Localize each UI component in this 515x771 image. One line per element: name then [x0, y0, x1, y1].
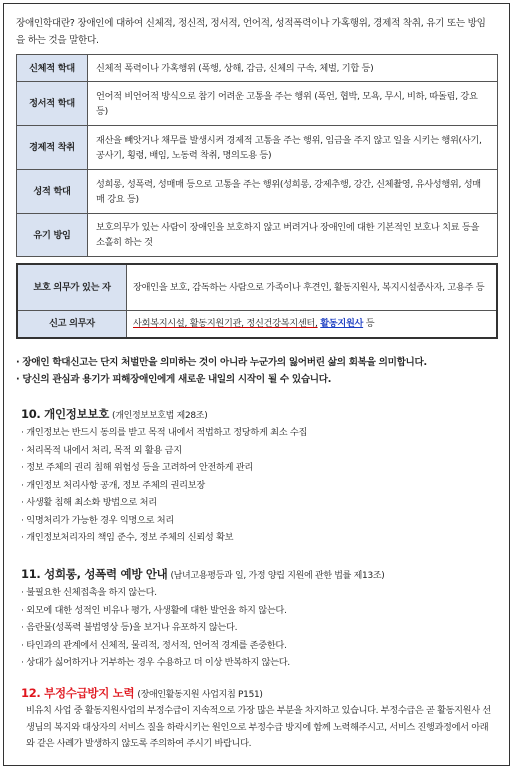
section-10-title [21, 406, 207, 422]
list-item: · 정보 주체의 권리 침해 위험성 등을 고려하여 안전하게 관리 [21, 462, 254, 473]
section-12-heading: 12. 부정수급방지 노력 [21, 686, 135, 700]
table-row [17, 170, 498, 214]
section-12-subtitle: (장애인활동지원 사업지침 P151) [137, 690, 263, 700]
section-11-list [21, 584, 499, 672]
section-11-title [21, 566, 385, 582]
table-row [17, 55, 498, 82]
abuse-type-desc: 보호의무가 있는 사람이 장애인을 보호하지 않고 버려거나 장애인에 대한 기본적인 보호나 치료 등을 소홀히 하는 것 [88, 214, 498, 257]
abuse-types-table [16, 54, 498, 257]
table-row [17, 82, 498, 126]
section-10-list [21, 424, 499, 547]
abuse-type-desc: 언어적 비언어적 방식으로 참기 어려운 고통을 주는 행위 (폭언, 협박, 모욕, 무시, 비하, 따돌림, 강요 등) [88, 82, 498, 126]
reporter-tail: 등 [365, 318, 375, 330]
abuse-type-desc: 재산을 빼앗거나 채무를 발생시켜 경제적 고통을 주는 행위, 임금을 주지 않고 일을 시키는 행위(사기, 공사기, 횡령, 배임, 노동력 착취, 명의도용 등) [88, 126, 498, 170]
reporter-label: 신고 의무자 [17, 310, 127, 338]
table-row [17, 214, 498, 257]
protector-desc: 장애인을 보호, 감독하는 사람으로 가족이나 후견인, 활동지원사, 복지시설종사자, 고용주 등 [127, 264, 498, 310]
reporter-institutions: 사회복지시설, 활동지원기관, 정신건강복지센터, [133, 318, 318, 330]
abuse-type-label: 유기 방임 [17, 214, 88, 257]
list-item: · 익명처리가 가능한 경우 익명으로 처리 [21, 514, 174, 526]
table-row [17, 310, 497, 338]
list-item: · 음란물(성폭력 불법영상 등)을 보거나 유포하지 않는다. [21, 622, 238, 633]
section-10-subtitle: (개인정보보호법 제28조) [112, 411, 208, 421]
duty-table [16, 263, 498, 339]
section-12-paragraph: 비유치 사업 중 활동지원사업의 부정수급이 지속적으로 가장 많은 부분을 차지하고 있습니다. 부정수급은 곧 활동지원사 선생님의 복지와 대상자의 서비스 질을 하락시키는 원인으로 부정수급 방지에 함께 노력해주시고, 서비스 진행과정에서 아래와 같은 사례가 발생하지 않도록 주의하여 주시기 바랍니다. [26, 705, 491, 749]
list-item: · 불필요한 신체접촉을 하지 않는다. [21, 587, 157, 598]
list-item: · 개인정보 처리사항 공개, 정보 주체의 권리보장 [21, 479, 205, 491]
abuse-type-desc: 신체적 폭력이나 가혹행위 (폭행, 상해, 감금, 신체의 구속, 체벌, 기합 등) [88, 55, 498, 82]
note-line: · 당신의 관심과 용기가 피해장애인에게 새로운 내일의 시작이 될 수 있습니다. [16, 374, 332, 385]
activity-supporter-link[interactable]: 활동지원사 [320, 318, 364, 330]
document-page [3, 3, 510, 766]
list-item: · 타인과의 관계에서 신체적, 물리적, 정서적, 언어적 경계를 존중한다. [21, 639, 287, 651]
list-item: · 개인정보는 반드시 동의를 받고 목적 내에서 적법하고 정당하게 최소 수집 [21, 427, 308, 438]
list-item: · 개인정보처리자의 책임 준수, 정보 주체의 신뢰성 확보 [21, 532, 234, 543]
list-item: · 외모에 대한 성적인 비유나 평가, 사생활에 대한 발언을 하지 않는다. [21, 604, 287, 616]
table-row [17, 126, 498, 170]
abuse-type-label: 성적 학대 [17, 170, 88, 214]
abuse-type-desc: 성희롱, 성폭력, 성매매 등으로 고통을 주는 행위(성희롱, 강제추행, 강간, 신체촬영, 유사성행위, 성매매 강요 등) [88, 170, 498, 214]
protector-label: 보호 의무가 있는 자 [17, 264, 127, 310]
list-item: · 사생활 침해 최소화 방법으로 처리 [21, 497, 157, 508]
list-item: · 처리목적 내에서 처리, 목적 외 활용 금지 [21, 444, 182, 456]
section-10-heading: 10. 개인정보보호 [21, 407, 110, 421]
table-row [17, 264, 497, 310]
reporter-desc [127, 310, 498, 338]
abuse-type-label: 정서적 학대 [17, 82, 88, 126]
note-line: · 장애인 학대신고는 단지 처벌만을 의미하는 것이 아니라 누군가의 잃어버린 삶의 회복을 의미합니다. [16, 357, 427, 368]
section-11-heading: 11. 성희롱, 성폭력 예방 안내 [21, 567, 168, 581]
intro-text: 장애인학대란? 장애인에 대하여 신체적, 정신적, 정서적, 언어적, 성적폭력이나 가혹행위, 경제적 착취, 유기 또는 방임을 하는 것을 말한다. [16, 18, 486, 46]
section-12-title [21, 685, 263, 701]
notes-block [16, 354, 496, 388]
abuse-type-label: 경제적 착취 [17, 126, 88, 170]
abuse-type-label: 신체적 학대 [17, 55, 88, 82]
list-item: · 상대가 싫어하거나 거부하는 경우 수용하고 더 이상 반복하지 않는다. [21, 657, 290, 668]
section-11-subtitle: (남녀고용평등과 일, 가정 양립 지원에 관한 법률 제13조) [170, 571, 385, 581]
